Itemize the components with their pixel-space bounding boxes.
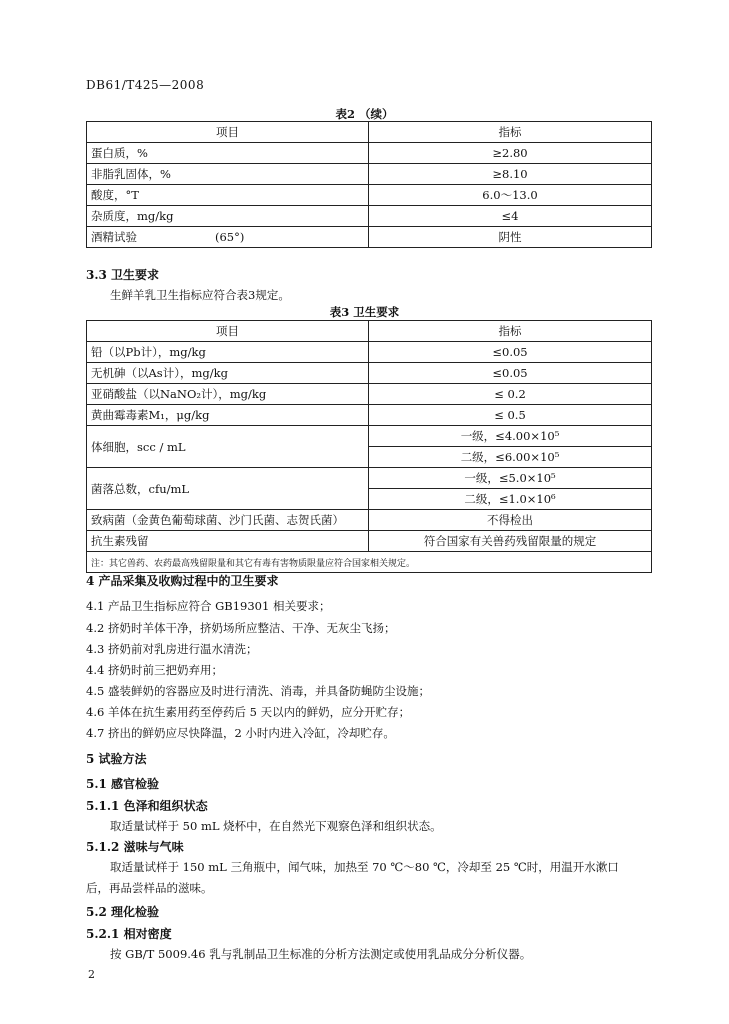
row-item: 致病菌（金黄色葡萄球菌、沙门氏菌、志贺氏菌） (87, 510, 369, 531)
table2-caption: 表2 （续） (335, 107, 394, 121)
section-4-item: 4.3 挤奶前对乳房进行温水清洗； (86, 642, 258, 656)
row-value: 6.0～13.0 (369, 185, 652, 206)
section-5-2-1-title: 5.2.1 相对密度 (86, 927, 172, 941)
table-row (87, 143, 652, 164)
row-item: 酸度，°T (87, 185, 369, 206)
section-4-title: 4 产品采集及收购过程中的卫生要求 (86, 574, 279, 588)
column-header-value: 指标 (369, 321, 652, 342)
row-item: 菌落总数，cfu/mL (87, 468, 369, 510)
row-value: ≤0.05 (369, 363, 652, 384)
section-5-1-2-title: 5.1.2 滋味与气味 (86, 840, 184, 854)
table-row (87, 468, 652, 489)
row-item: 黄曲霉毒素M₁，μg/kg (87, 405, 369, 426)
row-item: 体细胞，scc / mL (87, 426, 369, 468)
column-header-item: 项目 (87, 122, 369, 143)
column-header-item: 项目 (87, 321, 369, 342)
table-row (87, 342, 652, 363)
row-item: 铅（以Pb计），mg/kg (87, 342, 369, 363)
section-5-1-2-text-cont: 后，再品尝样品的滋味。 (86, 881, 213, 895)
section-4-item: 4.4 挤奶时前三把奶弃用； (86, 663, 223, 677)
table-row (87, 531, 652, 552)
section-5-title: 5 试验方法 (86, 752, 147, 766)
table-note: 注：其它兽药、农药最高残留限量和其它有毒有害物质限量应符合国家相关规定。 (87, 552, 652, 573)
table-row (87, 405, 652, 426)
table-note-row (87, 552, 652, 573)
section-5-2-1-text: 按 GB/T 5009.46 乳与乳制品卫生标准的分析方法测定或使用乳品成分分析仪器。 (110, 947, 532, 961)
section-5-1-1-title: 5.1.1 色泽和组织状态 (86, 799, 208, 813)
column-header-value: 指标 (369, 122, 652, 143)
row-value: ≤ 0.5 (369, 405, 652, 426)
row-value: ≤0.05 (369, 342, 652, 363)
table-row (87, 426, 652, 447)
table-header-row (87, 321, 652, 342)
row-value-grade1: 一级，≤5.0×10⁵ (369, 468, 652, 489)
row-item: 杂质度，mg/kg (87, 206, 369, 227)
row-value: 符合国家有关兽药残留限量的规定 (369, 531, 652, 552)
row-item: 非脂乳固体，% (87, 164, 369, 185)
row-item: 酒精试验 (91, 230, 137, 244)
row-item: 无机砷（以As计），mg/kg (87, 363, 369, 384)
row-value: ≤ 0.2 (369, 384, 652, 405)
table-row (87, 363, 652, 384)
row-value: ≥8.10 (369, 164, 652, 185)
section-4-item: 4.5 盛装鲜奶的容器应及时进行清洗、消毒，并具备防蝇防尘设施； (86, 684, 430, 698)
section-4-item: 4.1 产品卫生指标应符合 GB19301 相关要求； (86, 599, 331, 613)
table-row (87, 510, 652, 531)
table-row (87, 164, 652, 185)
page-number: 2 (88, 968, 95, 981)
section-3-3-text: 生鲜羊乳卫生指标应符合表3规定。 (110, 288, 290, 302)
row-value-grade2: 二级，≤6.00×10⁵ (369, 447, 652, 468)
document-code: DB61/T425—2008 (86, 78, 205, 92)
table2 (86, 121, 652, 248)
table-row (87, 227, 652, 248)
section-4-item: 4.2 挤奶时羊体干净，挤奶场所应整洁、干净、无灰尘飞扬； (86, 621, 396, 635)
table-row (87, 185, 652, 206)
row-item-composite (87, 227, 369, 248)
row-item: 亚硝酸盐（以NaNO₂计），mg/kg (87, 384, 369, 405)
table-row (87, 206, 652, 227)
section-3-3-title: 3.3 卫生要求 (86, 268, 160, 282)
row-value-grade2: 二级，≤1.0×10⁶ (369, 489, 652, 510)
section-5-2-title: 5.2 理化检验 (86, 905, 160, 919)
row-value: 阴性 (369, 227, 652, 248)
row-value: 不得检出 (369, 510, 652, 531)
table3-caption: 表3 卫生要求 (329, 305, 400, 319)
section-4-item: 4.6 羊体在抗生素用药至停药后 5 天以内的鲜奶，应分开贮存； (86, 705, 411, 719)
section-5-1-title: 5.1 感官检验 (86, 777, 160, 791)
row-value-grade1: 一级，≤4.00×10⁵ (369, 426, 652, 447)
table3 (86, 320, 652, 573)
row-item: 抗生素残留 (87, 531, 369, 552)
table-header-row (87, 122, 652, 143)
row-value: ≥2.80 (369, 143, 652, 164)
row-value: ≤4 (369, 206, 652, 227)
section-5-1-1-text: 取适量试样于 50 mL 烧杯中，在自然光下观察色泽和组织状态。 (110, 819, 442, 833)
section-4-item: 4.7 挤出的鲜奶应尽快降温，2 小时内进入冷缸，冷却贮存。 (86, 726, 395, 740)
section-5-1-2-text: 取适量试样于 150 mL 三角瓶中，闻气味，加热至 70 ℃～80 ℃，冷却至 25 ℃时，用温开水漱口 (110, 860, 619, 874)
table-row (87, 384, 652, 405)
row-item: 蛋白质，% (87, 143, 369, 164)
row-item-extra: (65°) (215, 230, 245, 244)
